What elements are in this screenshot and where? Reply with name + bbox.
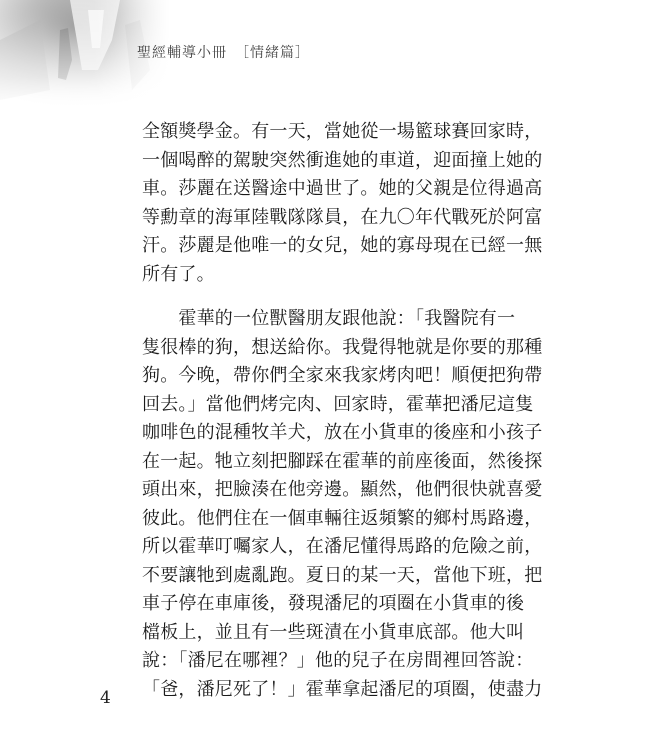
text-line: 車子停在車庫後，發現潘尼的項圈在小貨車的後: [142, 593, 525, 614]
text-line: 檔板上，並且有一些斑漬在小貨車底部。他大叫: [142, 621, 525, 643]
text-line: 一個喝醉的駕駛突然衝進她的車道，迎面撞上她的: [142, 149, 543, 171]
text-line: 等勳章的海軍陸戰隊隊員，在九〇年代戰死於阿富: [142, 206, 543, 228]
paragraph-spacer: [142, 289, 512, 305]
text-line: 說：「潘尼在哪裡？」他的兒子在房間裡回答說：: [142, 650, 534, 671]
text-line: 車。莎麗在送醫途中過世了。她的父親是位得過高: [142, 178, 543, 199]
text-line: 隻很棒的狗，想送給你。我覺得牠就是你要的那種: [142, 336, 543, 358]
text-line: 汗。莎麗是他唯一的女兒，她的寡母現在已經一無: [142, 235, 543, 256]
text-line: 所以霍華叮囑家人，在潘尼懂得馬路的危險之前，: [142, 536, 543, 557]
text-line: 霍華的一位獸醫朋友跟他說：「我醫院有一: [142, 308, 516, 329]
text-line: 咖啡色的混種牧羊犬，放在小貨車的後座和小孩子: [142, 422, 543, 443]
text-line: 頭出來，把臉湊在他旁邊。顯然，他們很快就喜愛: [142, 479, 543, 500]
section-label: ［情緒篇］: [235, 45, 310, 61]
running-head: [137, 42, 310, 62]
book-title: 聖經輔導小冊: [137, 45, 227, 61]
text-line: 「爸，潘尼死了！」霍華拿起潘尼的項圈，使盡力: [142, 678, 543, 700]
text-line: 全額獎學金。有一天，當她從一場籃球賽回家時，: [142, 121, 543, 142]
paragraph-1: [142, 118, 543, 289]
text-line: 不要讓牠到處亂跑。夏日的某一天，當他下班，把: [142, 564, 543, 586]
text-line: 彼此。他們住在一個車輛往返頻繁的鄉村馬路邊，: [142, 507, 543, 529]
body-text: [142, 118, 543, 704]
text-line: 狗。今晚，帶你們全家來我家烤肉吧！順便把狗帶: [142, 365, 543, 386]
text-line: 在一起。牠立刻把腳踩在霍華的前座後面，然後探: [142, 450, 543, 472]
text-line: 回去。」當他們烤完肉、回家時，霍華把潘尼這隻: [142, 393, 534, 415]
text-line: 所有了。: [142, 263, 215, 285]
paragraph-2: [142, 305, 543, 704]
page-number: 4: [100, 688, 111, 708]
